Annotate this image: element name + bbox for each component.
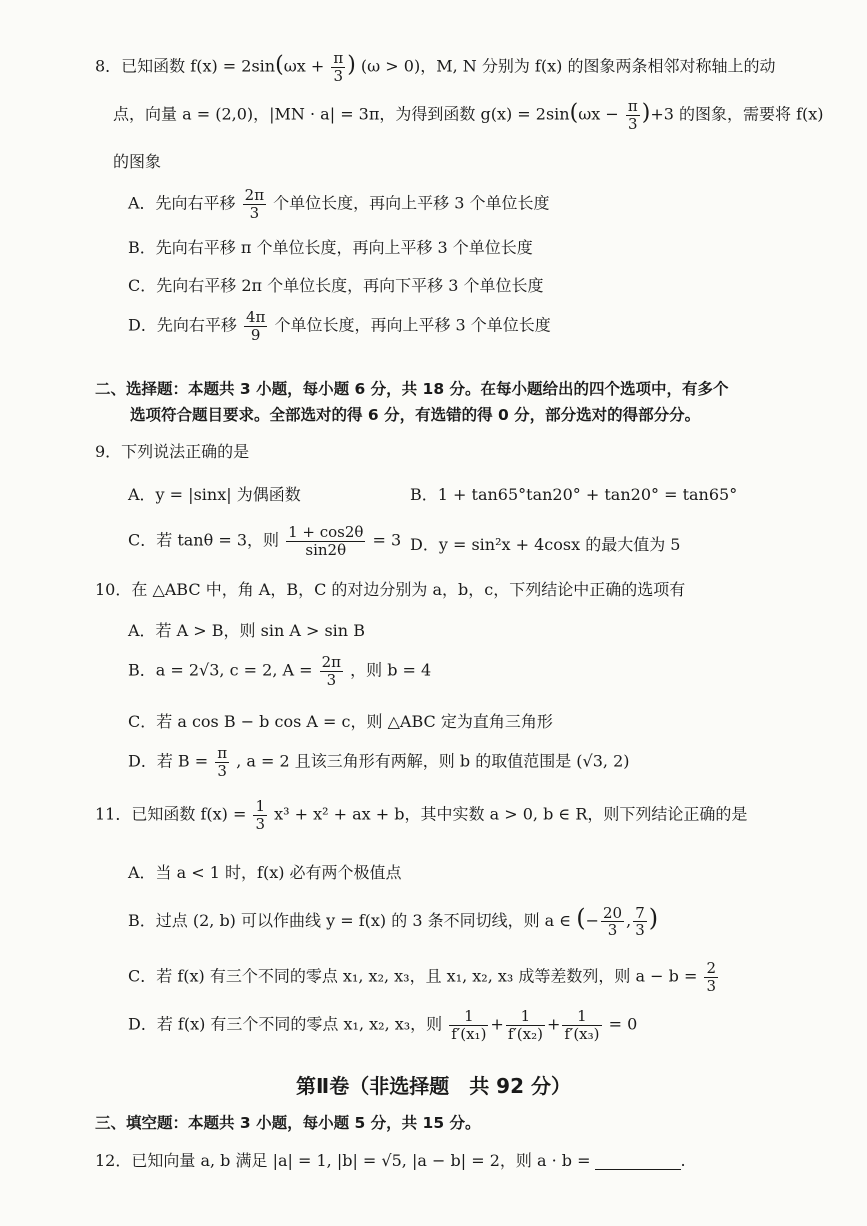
fraction: $\frac{2\pi}{3}$ — [244, 186, 265, 222]
fraction: $\frac{7}{3}$ — [635, 903, 645, 939]
q9-option-a: A．y = |sinx| 为偶函数 — [128, 485, 301, 504]
fraction: $\frac{\pi}{3}$ — [333, 49, 344, 85]
answer-blank[interactable] — [595, 1169, 681, 1170]
q11-option-c: C．若 f(x) 有三个不同的零点 x₁, x₂, x₃，且 x₁, x₂, x₃ 成等差数列，则 a − b = $\frac{2}{3}$ — [128, 959, 716, 995]
q9-stem: 9．下列说法正确的是 — [95, 442, 250, 461]
section3-heading: 三、填空题：本题共 3 小题，每小题 5 分，共 15 分。 — [95, 1114, 481, 1132]
q11-option-d: D．若 f(x) 有三个不同的零点 x₁, x₂, x₃，则 $\frac{1}{\text{f′(x₁)}}$ + $\frac{1}{\text{f′(x₂)}}$ + $\frac{1}{\text{f′(x₃)}}$ = 0 — [128, 1007, 638, 1043]
q9-option-c: C．若 tanθ = 3，则 $\frac{1 + \cos 2\theta}{\sin 2\theta}$ = 3 — [128, 523, 402, 559]
q10-option-b: B．a = 2√3, c = 2, A = $\frac{2\pi}{3}$ ，则 b = 4 — [128, 653, 432, 689]
q10-option-c: C．若 a cos B − b cos A = c，则 △ABC 定为直角三角形 — [128, 712, 553, 731]
fraction: $\frac{20}{3}$ — [603, 903, 623, 939]
q9-option-b: B．1 + tan65°tan20° + tan20° = tan65° — [410, 485, 738, 504]
fraction: $\frac{2}{3}$ — [706, 959, 716, 995]
fraction: $\frac{\pi}{3}$ — [627, 97, 638, 133]
q8-option-c: C．先向右平移 2π 个单位长度，再向下平移 3 个单位长度 — [128, 276, 544, 295]
part2-title: 第Ⅱ卷（非选择题 共 92 分） — [296, 1074, 571, 1098]
q11-option-a: A．当 a < 1 时，f(x) 必有两个极值点 — [128, 863, 402, 882]
q9-option-d: D．y = sin²x + 4cosx 的最大值为 5 — [410, 535, 681, 554]
q8-option-b: B．先向右平移 π 个单位长度，再向上平移 3 个单位长度 — [128, 238, 533, 257]
q8-line2: 点，向量 a = (2,0)，|MN · a| = 3π，为得到函数 g(x) = 2sin(ωx − $\frac{\pi}{3}$ )+3 的图象，需要将 f(x) — [113, 97, 824, 133]
q8-option-d: D．先向右平移 $\frac{4\pi}{9}$ 个单位长度，再向上平移 3 个单位长度 — [128, 308, 551, 344]
fraction: $\frac{1 + \cos 2\theta}{\sin 2\theta}$ — [288, 523, 364, 559]
q8-line3: 的图象 — [113, 152, 162, 171]
section2-heading-line1: 二、选择题：本题共 3 小题，每小题 6 分，共 18 分。在每小题给出的四个选项中，有多个 — [95, 380, 729, 398]
section2-heading-line2: 选项符合题目要求。全部选对的得 6 分，有选错的得 0 分，部分选对的得部分分。 — [130, 406, 701, 424]
q10-option-a: A．若 A > B，则 sin A > sin B — [128, 621, 365, 640]
fraction: $\frac{1}{3}$ — [255, 797, 266, 833]
q10-option-d: D．若 B = $\frac{\pi}{3}$ , a = 2 且该三角形有两解，则 b 的取值范围是 (√3, 2) — [128, 744, 630, 780]
q10-stem: 10．在 △ABC 中，角 A，B，C 的对边分别为 a，b，c，下列结论中正确的选项有 — [95, 580, 686, 599]
fraction: $\frac{1}{\text{f′(x₃)}}$ — [564, 1007, 600, 1043]
q8-line1: 8．已知函数 f(x) = 2sin(ωx + $\frac{\pi}{3}$ ) (ω > 0)，M, N 分别为 f(x) 的图象两条相邻对称轴上的动 — [95, 49, 776, 85]
q11-option-b: B．过点 (2, b) 可以作曲线 y = f(x) 的 3 条不同切线，则 a ∈ (− $\frac{20}{3}$ , $\frac{7}{3}$ ) — [128, 903, 659, 939]
fraction: $\frac{1}{\text{f′(x₂)}}$ — [507, 1007, 543, 1043]
fraction: $\frac{1}{\text{f′(x₁)}}$ — [451, 1007, 487, 1043]
q12-line: 12．已知向量 a, b 满足 |a| = 1, |b| = √5, |a − b| = 2，则 a · b = . — [95, 1151, 686, 1170]
fraction: $\frac{4\pi}{9}$ — [245, 308, 266, 344]
q11-stem: 11．已知函数 f(x) = $\frac{1}{3}$ x³ + x² + ax + b，其中实数 a > 0, b ∈ R，则下列结论正确的是 — [95, 797, 748, 833]
q8-option-a: A．先向右平移 $\frac{2\pi}{3}$ 个单位长度，再向上平移 3 个单位长度 — [128, 186, 550, 222]
fraction: $\frac{\pi}{3}$ — [217, 744, 228, 780]
fraction: $\frac{2\pi}{3}$ — [321, 653, 342, 689]
